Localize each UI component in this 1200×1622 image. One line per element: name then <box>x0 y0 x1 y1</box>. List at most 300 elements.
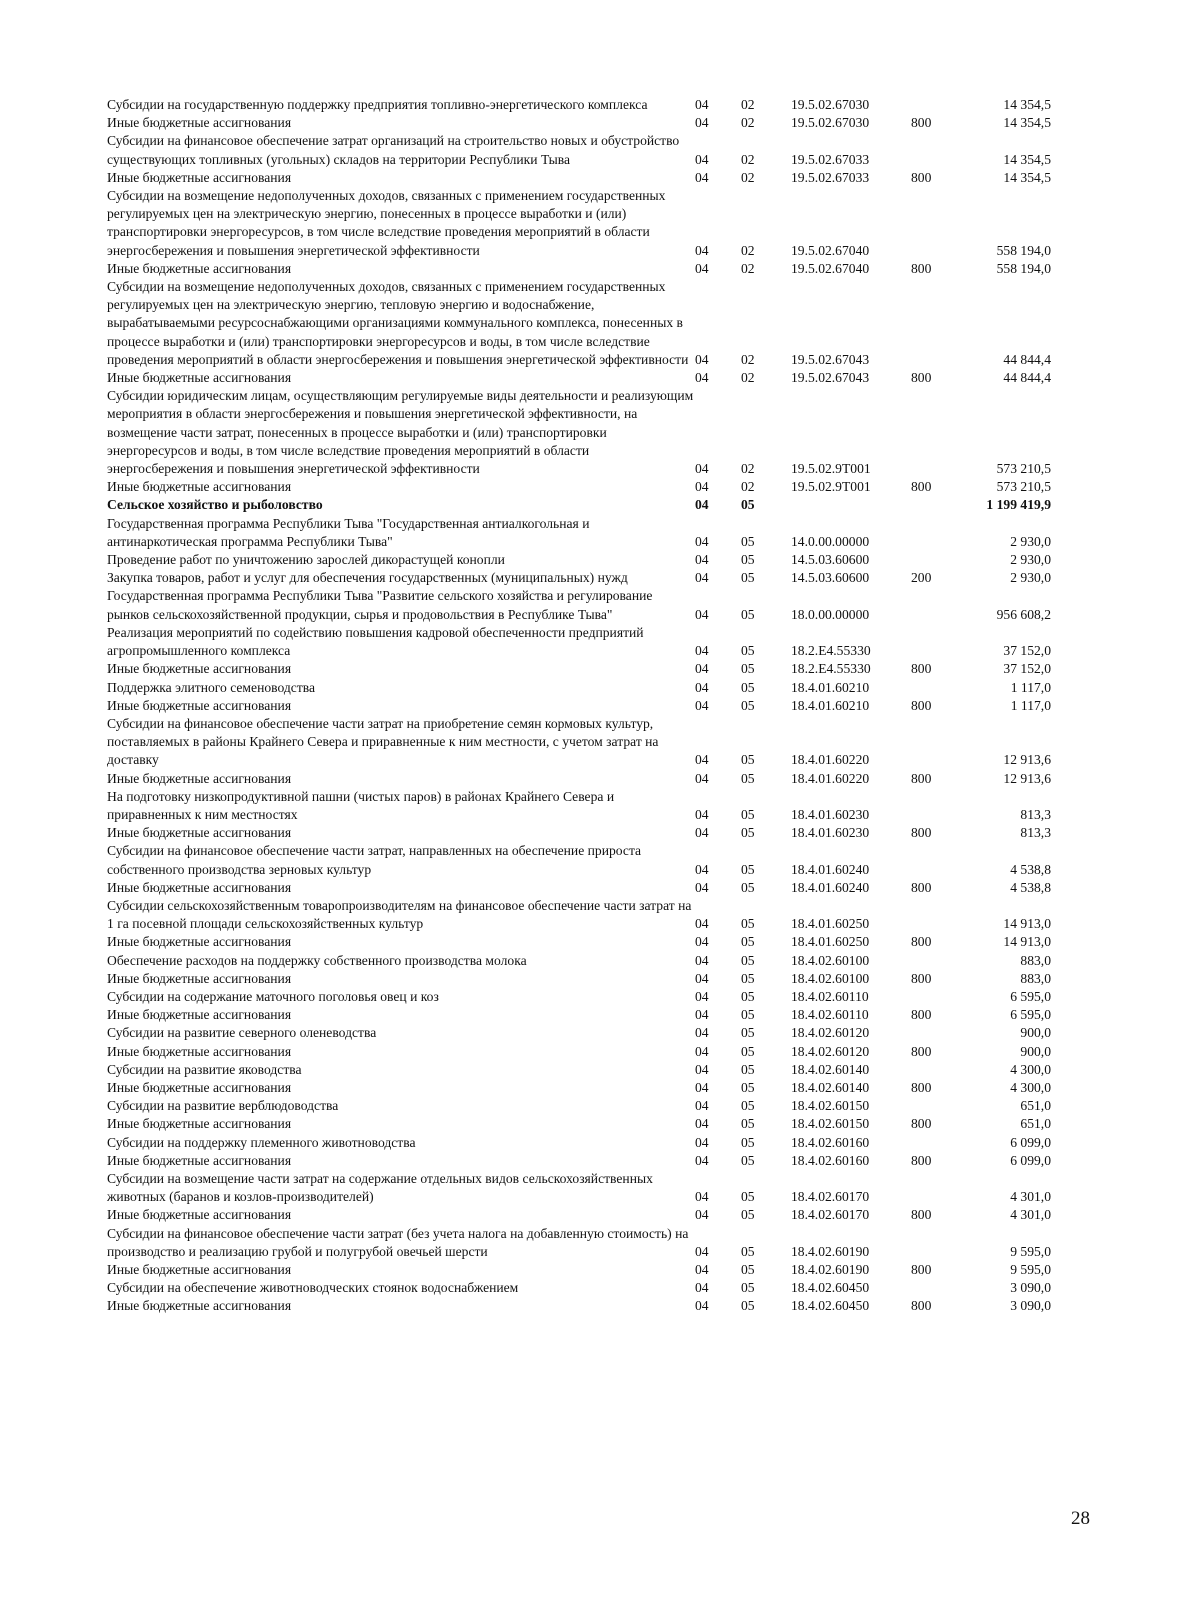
row-name: Субсидии на финансовое обеспечение части затрат, направленных на обеспечение прироста собственного производства зерновых культур <box>107 843 642 877</box>
row-name: Иные бюджетные ассигнования <box>107 825 292 841</box>
row-target-code: 18.4.02.60160 <box>791 1134 870 1150</box>
row-amount: 14 354,5 <box>1003 151 1051 167</box>
row-subsection: 02 <box>741 242 755 258</box>
row-expense-type <box>911 1024 971 1042</box>
row-subsection: 05 <box>741 1152 755 1168</box>
row-section: 04 <box>695 606 709 622</box>
row-subsection: 05 <box>741 952 755 968</box>
row-section: 04 <box>695 806 709 822</box>
row-subsection: 05 <box>741 697 755 713</box>
table-row <box>107 187 1051 260</box>
row-amount: 4 301,0 <box>1010 1207 1051 1223</box>
row-amount: 14 354,5 <box>1003 115 1051 131</box>
row-expense-type <box>911 587 971 623</box>
row-section: 04 <box>695 1298 709 1314</box>
table-row <box>107 1024 1051 1042</box>
row-amount: 4 300,0 <box>1010 1061 1051 1077</box>
row-expense-type <box>911 624 971 660</box>
row-name: Проведение работ по уничтожению зарослей дикорастущей конопли <box>107 552 505 568</box>
row-target-code: 19.5.02.9Т001 <box>791 479 871 495</box>
row-target-code: 18.4.02.60140 <box>791 1079 870 1095</box>
row-subsection: 05 <box>741 1243 755 1259</box>
row-target-code: 18.4.02.60190 <box>791 1243 870 1259</box>
row-section: 04 <box>695 643 709 659</box>
row-section: 04 <box>695 242 709 258</box>
row-amount: 813,3 <box>1020 806 1051 822</box>
row-subsection: 05 <box>741 1061 755 1077</box>
row-section: 04 <box>695 1007 709 1023</box>
row-name: Субсидии на развитие северного оленеводства <box>107 1025 377 1041</box>
row-expense-type: 800 <box>911 1262 932 1277</box>
row-amount: 2 930,0 <box>1010 570 1051 586</box>
row-subsection: 05 <box>741 1298 755 1314</box>
row-expense-type: 800 <box>911 1152 932 1168</box>
row-name: Субсидии на развитие верблюдоводства <box>107 1098 339 1114</box>
table-row <box>107 788 1051 824</box>
table-row <box>107 278 1051 369</box>
row-name: Субсидии на финансовое обеспечение затрат организаций на строительство новых и обустройство существующих топливных (угольных) складов на территории Республики Тыва <box>107 133 680 167</box>
row-amount: 6 595,0 <box>1010 988 1051 1004</box>
row-section: 04 <box>695 1262 709 1277</box>
row-name: Субсидии на содержание маточного поголовья овец и коз <box>107 988 439 1004</box>
table-row <box>107 842 1051 878</box>
row-section: 04 <box>695 861 709 877</box>
row-section: 04 <box>695 679 709 695</box>
row-expense-type <box>911 842 971 878</box>
row-name: Иные бюджетные ассигнования <box>107 770 292 786</box>
row-target-code: 18.4.02.60170 <box>791 1189 870 1205</box>
table-row <box>107 551 1051 569</box>
row-expense-type <box>911 132 971 168</box>
row-subsection: 05 <box>741 916 755 932</box>
row-subsection: 05 <box>741 497 755 513</box>
row-section: 04 <box>695 916 709 932</box>
row-subsection: 05 <box>741 806 755 822</box>
row-amount: 1 199 419,9 <box>986 497 1051 513</box>
table-row <box>107 1006 1051 1024</box>
table-row <box>107 952 1051 970</box>
row-subsection: 05 <box>741 1025 755 1041</box>
row-amount: 956 608,2 <box>996 606 1051 622</box>
row-subsection: 05 <box>741 570 755 586</box>
table-row <box>107 1279 1051 1297</box>
row-amount: 883,0 <box>1020 952 1051 968</box>
row-target-code: 18.4.02.60160 <box>791 1152 870 1168</box>
row-section: 04 <box>695 97 709 112</box>
row-section: 04 <box>695 1025 709 1041</box>
row-section: 04 <box>695 661 709 677</box>
row-expense-type <box>911 1134 971 1152</box>
row-subsection: 05 <box>741 861 755 877</box>
row-section: 04 <box>695 1098 709 1114</box>
table-row <box>107 824 1051 842</box>
row-section: 04 <box>695 1134 709 1150</box>
table-row <box>107 169 1051 187</box>
row-target-code: 18.4.01.60210 <box>791 679 870 695</box>
row-subsection: 02 <box>741 351 755 367</box>
row-section: 04 <box>695 570 709 586</box>
row-target-code: 18.4.02.60120 <box>791 1043 870 1059</box>
row-subsection: 05 <box>741 1079 755 1095</box>
row-expense-type <box>911 897 971 933</box>
row-section: 04 <box>695 934 709 950</box>
row-target-code: 18.2.Е4.55330 <box>791 661 871 677</box>
row-target-code: 18.4.02.60100 <box>791 970 870 986</box>
row-expense-type: 800 <box>911 370 932 386</box>
row-expense-type <box>911 278 971 369</box>
row-section: 04 <box>695 1043 709 1059</box>
row-target-code: 18.4.01.60220 <box>791 752 870 768</box>
row-name: Иные бюджетные ассигнования <box>107 1116 292 1132</box>
row-name: Субсидии на развитие яководства <box>107 1061 302 1077</box>
row-section: 04 <box>695 1079 709 1095</box>
table-row <box>107 624 1051 660</box>
row-amount: 813,3 <box>1020 825 1051 841</box>
row-subsection: 05 <box>741 1189 755 1205</box>
row-expense-type <box>911 952 971 970</box>
row-amount: 9 595,0 <box>1010 1262 1051 1277</box>
row-subsection: 05 <box>741 552 755 568</box>
row-expense-type: 800 <box>911 1207 932 1223</box>
row-section: 04 <box>695 1280 709 1296</box>
row-section: 04 <box>695 497 709 513</box>
row-section: 04 <box>695 151 709 167</box>
row-subsection: 05 <box>741 1098 755 1114</box>
row-name: Иные бюджетные ассигнования <box>107 115 292 131</box>
row-expense-type: 800 <box>911 825 932 841</box>
row-name: Иные бюджетные ассигнования <box>107 1079 292 1095</box>
row-amount: 44 844,4 <box>1003 351 1051 367</box>
row-subsection: 05 <box>741 970 755 986</box>
row-section: 04 <box>695 879 709 895</box>
row-amount: 44 844,4 <box>1003 370 1051 386</box>
row-amount: 4 538,8 <box>1010 879 1051 895</box>
table-row <box>107 988 1051 1006</box>
row-section: 04 <box>695 988 709 1004</box>
row-target-code: 14.5.03.60600 <box>791 552 870 568</box>
row-target-code: 18.4.02.60190 <box>791 1262 870 1277</box>
row-expense-type <box>911 679 971 697</box>
row-subsection: 05 <box>741 988 755 1004</box>
row-name: Государственная программа Республики Тыва "Развитие сельского хозяйства и регулирование рынков сельскохозяйственной продукции, сырья и продовольствия в Республике Тыва" <box>107 588 653 622</box>
row-section: 04 <box>695 1189 709 1205</box>
row-section: 04 <box>695 552 709 568</box>
row-subsection: 05 <box>741 606 755 622</box>
row-expense-type: 800 <box>911 1079 932 1095</box>
row-section: 04 <box>695 1207 709 1223</box>
row-subsection: 05 <box>741 934 755 950</box>
row-expense-type: 800 <box>911 934 932 950</box>
row-expense-type: 800 <box>911 697 932 713</box>
row-subsection: 02 <box>741 115 755 131</box>
row-amount: 573 210,5 <box>996 461 1051 477</box>
row-amount: 4 301,0 <box>1010 1189 1051 1205</box>
row-amount: 6 099,0 <box>1010 1152 1051 1168</box>
table-row <box>107 1134 1051 1152</box>
row-subsection: 05 <box>741 1007 755 1023</box>
row-target-code: 14.0.00.00000 <box>791 533 870 549</box>
row-expense-type: 800 <box>911 879 932 895</box>
row-target-code: 18.4.01.60220 <box>791 770 870 786</box>
row-name: На подготовку низкопродуктивной пашни (чистых паров) в районах Крайнего Севера и приравненных к ним местностях <box>107 788 615 822</box>
row-amount: 37 152,0 <box>1003 643 1051 659</box>
row-amount: 4 300,0 <box>1010 1079 1051 1095</box>
row-amount: 558 194,0 <box>996 242 1051 258</box>
row-section: 04 <box>695 370 709 386</box>
row-target-code: 19.5.02.67040 <box>791 242 870 258</box>
row-target-code: 19.5.02.67040 <box>791 260 870 276</box>
row-expense-type <box>911 496 971 514</box>
row-target-code: 18.4.01.60230 <box>791 825 870 841</box>
table-row <box>107 1225 1051 1261</box>
table-row <box>107 387 1051 478</box>
row-subsection: 05 <box>741 1116 755 1132</box>
table-row <box>107 1170 1051 1206</box>
row-expense-type <box>911 515 971 551</box>
row-name: Иные бюджетные ассигнования <box>107 1007 292 1023</box>
row-target-code: 19.5.02.67043 <box>791 351 870 367</box>
row-expense-type: 800 <box>911 661 932 677</box>
row-target-code: 18.2.Е4.55330 <box>791 643 871 659</box>
row-name: Иные бюджетные ассигнования <box>107 479 292 495</box>
row-name: Субсидии на возмещение недополученных доходов, связанных с применением государственных регулируемых цен на электрическую энергию, понесенных в процессе выработки и (или) транспортировки энергоресурсов, в том числе вследствие проведения мероприятий в области энергосбережения и повышения энергетической эффективности <box>107 188 666 258</box>
row-expense-type <box>911 187 971 260</box>
row-section: 04 <box>695 1116 709 1132</box>
row-target-code: 19.5.02.67043 <box>791 370 870 386</box>
table-row <box>107 715 1051 770</box>
row-amount: 651,0 <box>1020 1116 1051 1132</box>
row-section: 04 <box>695 952 709 968</box>
table-row <box>107 1043 1051 1061</box>
table-row <box>107 478 1051 496</box>
row-section: 04 <box>695 260 709 276</box>
row-section: 04 <box>695 770 709 786</box>
row-amount: 900,0 <box>1020 1043 1051 1059</box>
row-target-code: 19.5.02.67033 <box>791 151 870 167</box>
table-row <box>107 260 1051 278</box>
row-subsection: 05 <box>741 1134 755 1150</box>
row-amount: 2 930,0 <box>1010 552 1051 568</box>
row-name: Иные бюджетные ассигнования <box>107 1298 292 1314</box>
row-subsection: 02 <box>741 97 755 112</box>
table-row <box>107 970 1051 988</box>
row-name: Иные бюджетные ассигнования <box>107 1043 292 1059</box>
row-section: 04 <box>695 169 709 185</box>
row-section: 04 <box>695 970 709 986</box>
row-expense-type: 800 <box>911 770 932 786</box>
row-name: Иные бюджетные ассигнования <box>107 260 292 276</box>
row-subsection: 05 <box>741 1043 755 1059</box>
row-expense-type <box>911 1061 971 1079</box>
row-expense-type: 800 <box>911 169 932 185</box>
row-amount: 3 090,0 <box>1010 1280 1051 1296</box>
row-target-code: 19.5.02.67033 <box>791 169 870 185</box>
row-target-code: 19.5.02.67030 <box>791 97 870 112</box>
row-name: Закупка товаров, работ и услуг для обеспечения государственных (муниципальных) нужд <box>107 570 628 586</box>
row-name: Иные бюджетные ассигнования <box>107 934 292 950</box>
table-row <box>107 1097 1051 1115</box>
row-amount: 12 913,6 <box>1003 752 1051 768</box>
row-expense-type <box>911 1097 971 1115</box>
row-amount: 14 354,5 <box>1003 169 1051 185</box>
row-amount: 558 194,0 <box>996 260 1051 276</box>
row-expense-type <box>911 96 971 114</box>
row-section: 04 <box>695 461 709 477</box>
row-name: Субсидии на финансовое обеспечение части затрат (без учета налога на добавленную стоимость) на производство и реализацию грубой и полугрубой овечьей шерсти <box>107 1225 689 1259</box>
row-name: Иные бюджетные ассигнования <box>107 370 292 386</box>
row-amount: 12 913,6 <box>1003 770 1051 786</box>
row-expense-type <box>911 988 971 1006</box>
row-target-code: 18.4.02.60150 <box>791 1116 870 1132</box>
row-subsection: 02 <box>741 479 755 495</box>
row-name: Иные бюджетные ассигнования <box>107 879 292 895</box>
row-target-code: 18.4.02.60110 <box>791 1007 869 1023</box>
row-target-code: 18.0.00.00000 <box>791 606 870 622</box>
row-name: Обеспечение расходов на поддержку собственного производства молока <box>107 952 527 968</box>
row-amount: 573 210,5 <box>996 479 1051 495</box>
table-row <box>107 96 1051 114</box>
row-amount: 14 354,5 <box>1003 97 1051 112</box>
row-amount: 4 538,8 <box>1010 861 1051 877</box>
row-name: Субсидии на государственную поддержку предприятия топливно-энергетического комплекса <box>107 97 648 112</box>
table-row <box>107 515 1051 551</box>
row-name: Субсидии сельскохозяйственным товаропроизводителям на финансовое обеспечение части затрат на 1 га посевной площади сельскохозяйственных культур <box>107 897 692 932</box>
table-row <box>107 660 1051 678</box>
row-target-code: 18.4.02.60110 <box>791 988 869 1004</box>
row-amount: 900,0 <box>1020 1025 1051 1041</box>
row-subsection: 05 <box>741 770 755 786</box>
row-target-code: 19.5.02.9Т001 <box>791 461 871 477</box>
row-subsection: 05 <box>741 1207 755 1223</box>
table-row <box>107 933 1051 951</box>
row-target-code: 18.4.02.60170 <box>791 1207 870 1223</box>
row-expense-type <box>911 715 971 770</box>
row-target-code: 18.4.01.60240 <box>791 861 870 877</box>
row-section: 04 <box>695 479 709 495</box>
table-row <box>107 1206 1051 1224</box>
budget-table-body <box>107 96 1051 1316</box>
row-target-code: 18.4.01.60250 <box>791 934 870 950</box>
row-expense-type: 800 <box>911 970 932 986</box>
row-name: Сельское хозяйство и рыболовство <box>107 497 323 513</box>
row-target-code: 18.4.01.60230 <box>791 806 870 822</box>
row-expense-type: 200 <box>911 570 932 586</box>
row-section: 04 <box>695 1152 709 1168</box>
row-target-code <box>791 496 911 514</box>
table-row <box>107 496 1051 514</box>
table-row <box>107 1152 1051 1170</box>
budget-table <box>107 96 1051 1316</box>
row-amount: 1 117,0 <box>1010 697 1051 713</box>
row-section: 04 <box>695 1061 709 1077</box>
row-amount: 6 099,0 <box>1010 1134 1051 1150</box>
row-target-code: 18.4.01.60210 <box>791 697 870 713</box>
row-name: Иные бюджетные ассигнования <box>107 1152 292 1168</box>
row-amount: 651,0 <box>1020 1098 1051 1114</box>
row-subsection: 05 <box>741 679 755 695</box>
row-target-code: 19.5.02.67030 <box>791 115 870 131</box>
row-target-code: 18.4.01.60250 <box>791 916 870 932</box>
row-subsection: 05 <box>741 879 755 895</box>
row-amount: 9 595,0 <box>1010 1243 1051 1259</box>
row-subsection: 05 <box>741 643 755 659</box>
table-row <box>107 1297 1051 1315</box>
row-subsection: 02 <box>741 169 755 185</box>
table-row <box>107 879 1051 897</box>
row-name: Иные бюджетные ассигнования <box>107 1262 292 1277</box>
table-row <box>107 679 1051 697</box>
row-expense-type: 800 <box>911 1007 932 1023</box>
row-amount: 2 930,0 <box>1010 533 1051 549</box>
row-name: Поддержка элитного семеноводства <box>107 679 316 695</box>
table-row <box>107 770 1051 788</box>
table-row <box>107 1079 1051 1097</box>
row-amount: 6 595,0 <box>1010 1007 1051 1023</box>
row-amount: 14 913,0 <box>1003 916 1051 932</box>
row-target-code: 18.4.02.60140 <box>791 1061 870 1077</box>
row-subsection: 05 <box>741 661 755 677</box>
row-name: Реализация мероприятий по содействию повышения кадровой обеспеченности предприятий агропромышленного комплекса <box>107 624 644 659</box>
row-amount: 37 152,0 <box>1003 661 1051 677</box>
row-name: Субсидии на возмещение недополученных доходов, связанных с применением государственных регулируемых цен на электрическую энергию, тепловую энергию и водоснабжение, вырабатываемыми ресурсоснабжающими организациями коммунального комплекса, понесенных в процессе выработки и (или) транспортировки энергоресурсов и воды, в том числе вследствие проведения мероприятий в области энергосбережения и повышения энергетической эффективности <box>107 279 689 367</box>
row-target-code: 18.4.02.60150 <box>791 1098 870 1114</box>
row-subsection: 02 <box>741 461 755 477</box>
row-expense-type: 800 <box>911 479 932 495</box>
row-target-code: 18.4.02.60120 <box>791 1025 870 1041</box>
row-target-code: 14.5.03.60600 <box>791 570 870 586</box>
table-row <box>107 897 1051 933</box>
row-name: Иные бюджетные ассигнования <box>107 970 292 986</box>
row-name: Иные бюджетные ассигнования <box>107 169 292 185</box>
row-section: 04 <box>695 697 709 713</box>
row-expense-type: 800 <box>911 1298 932 1314</box>
row-target-code: 18.4.01.60240 <box>791 879 870 895</box>
row-expense-type <box>911 1225 971 1261</box>
row-subsection: 02 <box>741 370 755 386</box>
row-expense-type <box>911 551 971 569</box>
row-expense-type <box>911 387 971 478</box>
row-name: Иные бюджетные ассигнования <box>107 697 292 713</box>
row-expense-type: 800 <box>911 115 932 131</box>
row-expense-type <box>911 788 971 824</box>
row-target-code: 18.4.02.60100 <box>791 952 870 968</box>
table-row <box>107 114 1051 132</box>
row-amount: 1 117,0 <box>1010 679 1051 695</box>
row-section: 04 <box>695 351 709 367</box>
row-subsection: 05 <box>741 533 755 549</box>
row-name: Субсидии на обеспечение животноводческих стоянок водоснабжением <box>107 1280 519 1296</box>
row-section: 04 <box>695 825 709 841</box>
row-amount: 883,0 <box>1020 970 1051 986</box>
table-row <box>107 1061 1051 1079</box>
row-amount: 14 913,0 <box>1003 934 1051 950</box>
row-expense-type: 800 <box>911 1116 932 1132</box>
page-number: 28 <box>1071 1508 1090 1529</box>
row-name: Государственная программа Республики Тыва "Государственная антиалкогольная и антинаркотическая программа Республики Тыва" <box>107 515 590 549</box>
row-expense-type: 800 <box>911 1043 932 1059</box>
row-target-code: 18.4.02.60450 <box>791 1298 870 1314</box>
row-name: Субсидии на поддержку племенного животноводства <box>107 1134 416 1150</box>
row-name: Субсидии на возмещение части затрат на содержание отдельных видов сельскохозяйственных животных (баранов и козлов-производителей) <box>107 1170 653 1205</box>
table-row <box>107 1261 1051 1279</box>
row-subsection: 02 <box>741 151 755 167</box>
table-row <box>107 697 1051 715</box>
row-section: 04 <box>695 533 709 549</box>
row-subsection: 05 <box>741 752 755 768</box>
row-name: Иные бюджетные ассигнования <box>107 1207 292 1223</box>
row-amount: 3 090,0 <box>1010 1298 1051 1314</box>
row-section: 04 <box>695 1243 709 1259</box>
